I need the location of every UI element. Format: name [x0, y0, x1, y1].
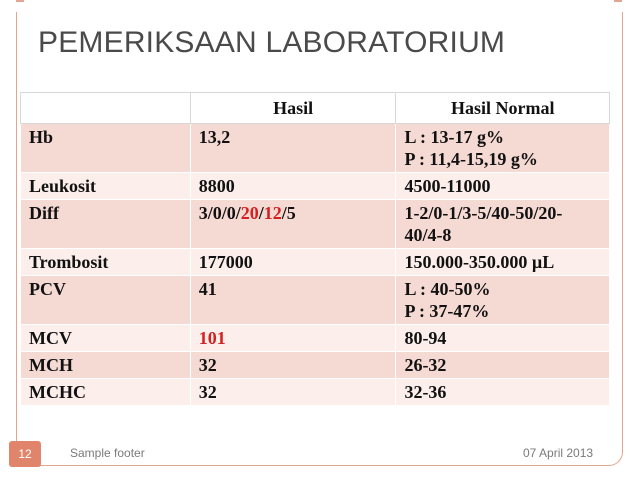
cell-name: Hb: [21, 124, 191, 173]
cell-hasil: 177000: [190, 249, 396, 276]
table-row-diff: [21, 200, 610, 249]
normal-line: P : 11,4-15,19 g%: [404, 149, 538, 169]
cell-normal: [396, 249, 610, 276]
normal-line: 4500-11000: [404, 176, 491, 196]
table-row-trombosit: [21, 249, 610, 276]
cell-name: MCV: [21, 325, 191, 352]
table-row-mchc: [21, 379, 610, 406]
header-cell-hasil: Hasil: [190, 93, 396, 124]
footer-text: Sample footer: [70, 446, 145, 460]
cell-normal: [396, 173, 610, 200]
cell-hasil: 32: [190, 352, 396, 379]
cell-normal: [396, 200, 610, 249]
diff-part: /: [258, 203, 264, 223]
table-row-mcv: [21, 325, 610, 352]
cell-normal: [396, 276, 610, 325]
diff-part-abnormal: 12: [263, 203, 282, 223]
normal-line: 1-2/0-1/3-5/40-50/20-: [404, 203, 563, 223]
header-cell-empty: [21, 93, 191, 124]
table-row-leukosit: [21, 173, 610, 200]
footer-date: 07 April 2013: [523, 446, 594, 460]
frame-corner-right: [614, 0, 622, 2]
table-row-mch: [21, 352, 610, 379]
cell-hasil: 32: [190, 379, 396, 406]
normal-line: 32-36: [404, 382, 447, 402]
slide-title: PEMERIKSAAN LABORATORIUM: [38, 26, 506, 59]
cell-name: PCV: [21, 276, 191, 325]
table-row-pcv: [21, 276, 610, 325]
cell-name: Diff: [21, 200, 191, 249]
normal-line: P : 37-47%: [404, 301, 490, 321]
header-cell-hasil-normal: Hasil Normal: [396, 93, 610, 124]
cell-normal: [396, 379, 610, 406]
slide-number-badge: 12: [9, 441, 41, 467]
cell-hasil: 8800: [190, 173, 396, 200]
cell-hasil: [190, 200, 396, 249]
cell-name: Leukosit: [21, 173, 191, 200]
normal-line: 80-94: [404, 328, 447, 348]
normal-line: L : 40-50%: [404, 279, 491, 299]
diff-part: 3/0/0/: [198, 203, 241, 223]
normal-line: 150.000-350.000 µL: [404, 252, 555, 272]
cell-hasil: 13,2: [190, 124, 396, 173]
cell-hasil: 41: [190, 276, 396, 325]
frame-corner-left: [16, 0, 24, 2]
table-header-row: [21, 93, 610, 124]
normal-line: 26-32: [404, 355, 447, 375]
cell-name: MCHC: [21, 379, 191, 406]
cell-normal: [396, 325, 610, 352]
normal-line: L : 13-17 g%: [404, 127, 504, 147]
table-row-hb: [21, 124, 610, 173]
cell-normal: [396, 124, 610, 173]
diff-part: /5: [281, 203, 296, 223]
lab-results-table: [20, 92, 610, 406]
cell-normal: [396, 352, 610, 379]
cell-hasil-abnormal: 101: [190, 325, 396, 352]
normal-line: 40/4-8: [404, 225, 452, 245]
diff-part-abnormal: 20: [240, 203, 259, 223]
cell-name: Trombosit: [21, 249, 191, 276]
cell-name: MCH: [21, 352, 191, 379]
